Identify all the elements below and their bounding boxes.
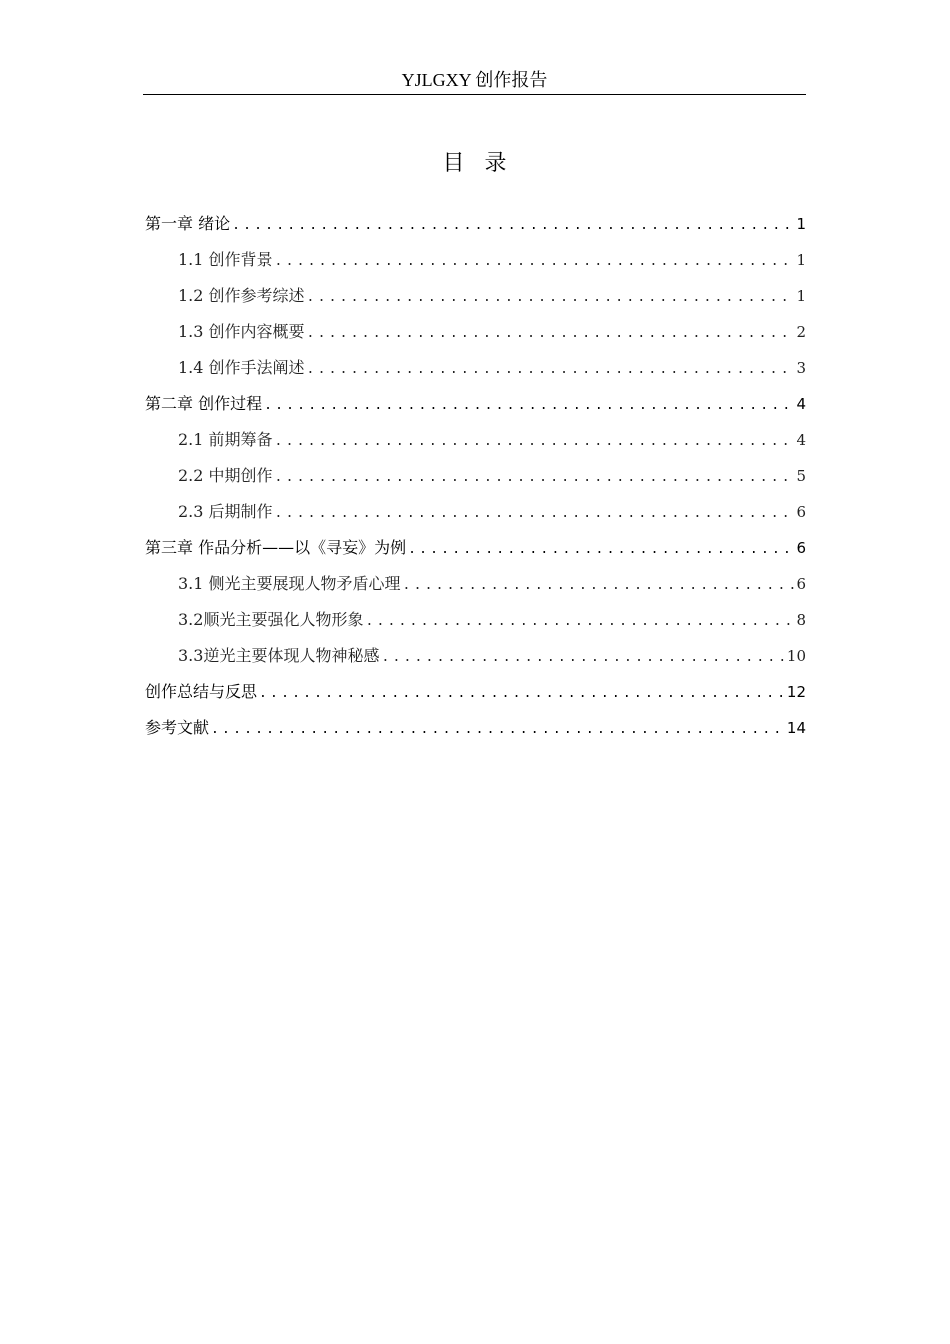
page-header: YJLGXY 创作报告 [143, 66, 806, 95]
dot-leader [275, 496, 795, 532]
toc-entry-page: 4 [796, 431, 806, 449]
toc-entry[interactable] [145, 422, 806, 458]
toc-entry[interactable] [145, 638, 806, 674]
toc-entry-page: 8 [796, 611, 806, 629]
toc-entry[interactable] [145, 566, 806, 602]
toc-entry-page: 4 [796, 395, 806, 413]
dot-leader [275, 244, 795, 280]
toc-entry-page: 2 [796, 323, 806, 341]
toc-entry-label: 3.1 侧光主要展现人物矛盾心理 [178, 574, 401, 593]
dot-leader [365, 604, 794, 640]
toc-entry-label: 1.2 创作参考综述 [178, 286, 305, 305]
dot-leader [259, 676, 785, 712]
toc-entry-page: 3 [796, 359, 806, 377]
toc-entry[interactable] [145, 494, 806, 530]
dot-leader [381, 640, 784, 676]
toc-entry-label: 3.3逆光主要体现人物神秘感 [178, 646, 380, 665]
table-of-contents [145, 206, 806, 746]
toc-entry-label: 1.4 创作手法阐述 [178, 358, 305, 377]
toc-entry-label: 第一章 绪论 [145, 214, 231, 233]
toc-entry-page: 10 [786, 647, 806, 665]
dot-leader [275, 424, 795, 460]
toc-entry[interactable] [145, 314, 806, 350]
dot-leader [403, 568, 795, 604]
dot-leader [408, 532, 794, 568]
toc-entry[interactable] [145, 674, 806, 710]
toc-entry-label: 第三章 作品分析——以《寻妄》为例 [145, 538, 407, 557]
toc-entry-label: 1.3 创作内容概要 [178, 322, 305, 341]
toc-entry[interactable] [145, 350, 806, 386]
dot-leader [307, 280, 795, 316]
dot-leader [232, 208, 794, 244]
toc-entry[interactable] [145, 386, 806, 422]
toc-entry-page: 1 [796, 287, 806, 305]
toc-entry-label: 2.3 后期制作 [178, 502, 273, 521]
toc-entry-page: 5 [796, 467, 806, 485]
toc-entry-label: 2.2 中期创作 [178, 466, 273, 485]
dot-leader [275, 460, 795, 496]
toc-entry-page: 12 [786, 683, 806, 701]
toc-entry-page: 6 [796, 575, 806, 593]
toc-entry-label: 1.1 创作背景 [178, 250, 273, 269]
toc-entry[interactable] [145, 458, 806, 494]
toc-entry-page: 14 [786, 719, 806, 737]
toc-entry[interactable] [145, 278, 806, 314]
toc-entry[interactable] [145, 602, 806, 638]
dot-leader [264, 388, 794, 424]
toc-entry-label: 3.2顺光主要强化人物形象 [178, 610, 364, 629]
toc-entry-page: 1 [796, 251, 806, 269]
toc-entry-page: 6 [796, 503, 806, 521]
toc-entry[interactable] [145, 206, 806, 242]
toc-entry-label: 创作总结与反思 [145, 682, 258, 701]
dot-leader [211, 712, 785, 748]
toc-entry-label: 第二章 创作过程 [145, 394, 263, 413]
toc-entry-page: 1 [796, 215, 806, 233]
dot-leader [307, 316, 795, 352]
dot-leader [307, 352, 795, 388]
toc-entry[interactable] [145, 242, 806, 278]
toc-entry-label: 参考文献 [145, 718, 210, 737]
toc-entry[interactable] [145, 530, 806, 566]
toc-entry-label: 2.1 前期筹备 [178, 430, 273, 449]
toc-entry-page: 6 [796, 539, 806, 557]
toc-title: 目录 [442, 151, 527, 176]
toc-entry[interactable] [145, 710, 806, 746]
